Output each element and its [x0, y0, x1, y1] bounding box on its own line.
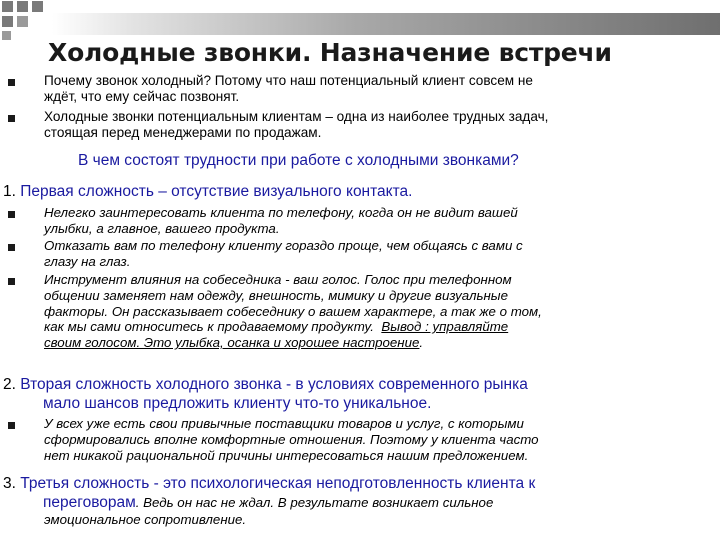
- intro-bullet-2: Холодные звонки потенциальным клиентам – одна из наиболее трудных задач, стоящая перед менеджерами по продажам.: [44, 109, 549, 140]
- intro-bullet-1: Почему звонок холодный? Потому что наш потенциальный клиент совсем не ждёт, что ему сейчас позвонят.: [44, 73, 533, 104]
- decor-square: [2, 16, 13, 27]
- question-heading: В чем состоят трудности при работе с холодными звонками?: [78, 152, 519, 169]
- bullet-marker: [8, 211, 15, 218]
- decor-square: [32, 1, 43, 12]
- section-1-heading: 1. Первая сложность – отсутствие визуального контакта.: [3, 183, 413, 200]
- decor-square: [17, 1, 28, 12]
- bullet-marker: [8, 115, 15, 122]
- bullet-marker: [8, 422, 15, 429]
- slide-title: Холодные звонки. Назначение встречи: [48, 38, 612, 67]
- bullet-marker: [8, 79, 15, 86]
- decor-square: [17, 16, 28, 27]
- section-3-tail: эмоциональное сопротивление.: [44, 512, 247, 527]
- bullet-marker: [8, 278, 15, 285]
- section-3-heading: 3. Третья сложность - это психологическая неподготовленность клиента к переговорам. Ведь он нас не ждал. В результате возникает сильное: [3, 475, 536, 511]
- section-1-bullet-1: Нелегко заинтересовать клиента по телефону, когда он не видит вашей улыбки, а главное, вашего продукта.: [44, 205, 518, 236]
- header-decoration: [0, 0, 720, 40]
- decor-square: [2, 1, 13, 12]
- section-2-heading: 2. Вторая сложность холодного звонка - в условиях современного рынка мало шансов предложить клиенту что-то уникальное.: [3, 376, 528, 412]
- section-1-bullet-2: Отказать вам по телефону клиенту гораздо проще, чем общаясь с вами с глазу на глаз.: [44, 238, 523, 269]
- conclusion-text: своим голосом. Это улыбка, осанка и хорошее настроение: [44, 335, 420, 351]
- section-2-bullet: У всех уже есть свои привычные поставщики товаров и услуг, с которыми сформировались вполне комфортные отношения. Поэтому у клиента часто нет никакой рациональной причины интересоваться нашим предложением.: [44, 416, 539, 463]
- gradient-bar: [52, 13, 720, 35]
- bullet-marker: [8, 244, 15, 251]
- conclusion-label: Вывод : управляйте: [381, 319, 509, 335]
- section-1-bullet-3: Инструмент влияния на собеседника - ваш голос. Голос при телефонном общении заменяет нам одежду, внешность, мимику и другие визуальные факторы. Он рассказывает собеседнику о вашем характере, а так же о том, как мы сами относитесь к продаваемому продукту. Вывод : управляйте своим голосом. Это улыбка, осанка и хорошее настроение.: [44, 272, 542, 351]
- decor-square: [2, 31, 11, 40]
